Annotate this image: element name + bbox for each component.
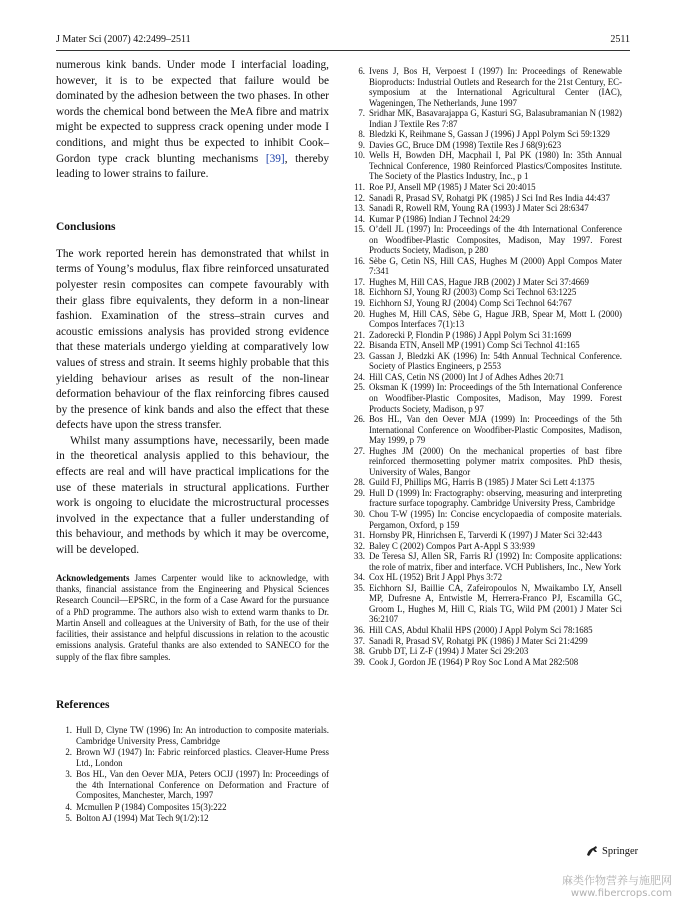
publisher-name: Springer [602, 845, 639, 857]
reference-item [349, 140, 622, 151]
watermark-url: www.fibercrops.com [570, 888, 672, 899]
reference-number: 28. [353, 477, 365, 488]
reference-number: 27. [353, 445, 365, 456]
reference-number: 37. [353, 635, 365, 646]
reference-item [349, 551, 622, 572]
reference-item [349, 309, 622, 330]
reference-item [349, 224, 622, 256]
reference-text: O’dell JL (1997) In: Proceedings of the 4th International Conference on Woodfiber-Plastic Composites, Madison, May 1997. Forest Products Society, Madison, p 280 [369, 224, 622, 256]
reference-item [349, 488, 622, 509]
reference-item [349, 330, 622, 341]
reference-item [349, 214, 622, 225]
reference-text: Hughes M, Hill CAS, Sèbe G, Hague JRB, Spear M, Mott L (2000) Compos Interfaces 7(1):13 [369, 308, 622, 330]
reference-text: Brown WJ (1947) In: Fabric reinforced plastics. Cleaver-Hume Press Ltd., London [76, 747, 329, 768]
reference-number: 2. [65, 747, 72, 758]
reference-text: Sanadi R, Prasad SV, Rohatgi PK (1986) J Mater Sci 21:4299 [369, 635, 588, 646]
reference-number: 38. [353, 646, 365, 657]
reference-number: 20. [353, 308, 365, 319]
conclusions-paragraph-2: Whilst many assumptions have, necessarily, been made in the theoretical analysis applied to this behaviour, the effects are real and will have practical implications for the use of these materials in structural applications. Further work is ongoing to elucidate the microstructural processes involved in the expectance that a fuller understanding of this behaviour, and methods by which it may be overcome, will be developed. [56, 434, 329, 557]
citation-link[interactable]: [39] [265, 152, 285, 165]
reference-text: Guild FJ, Phillips MG, Harris B (1985) J Mater Sci Lett 4:1375 [369, 477, 595, 488]
reference-text: Baley C (2002) Compos Part A-Appl S 33:939 [369, 540, 535, 551]
reference-item [349, 625, 622, 636]
reference-text: Cox HL (1952) Brit J Appl Phys 3:72 [369, 572, 503, 583]
reference-text: Ivens J, Bos H, Verpoest I (1997) In: Proceedings of Renewable Bioproducts: Industrial Outlets and Research for the 21st Century, EC-symposium at the International Agricultural Center (IAC), Wageningen, The Netherlands, June 1997 [369, 66, 622, 108]
reference-text: Bledzki K, Reihmane S, Gassan J (1996) J Appl Polym Sci 59:1329 [369, 129, 610, 140]
reference-item [56, 747, 329, 768]
reference-text: Bos HL, Van den Oever MJA (1999) In: Proceedings of the 5th International Conference on Woodfiber-Plastic Composites, Madison, May 1999, p 79 [369, 414, 622, 446]
reference-item [349, 150, 622, 182]
reference-text: Wells H, Bowden DH, Macphail I, Pal PK (1980) In: 35th Annual Technical Conference, 1980 Reinforced Plastics/Composites Institute. The Society of the Plastics Industry, Inc., p 1 [369, 150, 622, 182]
acknowledgements: Acknowledgements James Carpenter would like to acknowledge, with thanks, financial assistance from the Engineering and Physical Sciences Research Council—EPSRC, in the form of a Case Award for the pursuance of a PhD programme. The authors also wish to extend warm thanks to Dr. Martin Ansell and colleagues at the University of Bath, for the use of their facilities, their assistance and helpful discussions in relation to the acoustic emissions analysis. Grateful thanks are also extended to SANECO for the supply of the flax fibre samples. [56, 572, 329, 662]
reference-item [56, 769, 329, 801]
reference-item [349, 256, 622, 277]
right-column [349, 66, 622, 667]
reference-text: Eichhorn SJ, Young RJ (2003) Comp Sci Technol 63:1225 [369, 287, 577, 298]
conclusions-heading: Conclusions [56, 220, 116, 233]
left-column [56, 58, 329, 825]
reference-number: 3. [65, 769, 72, 780]
reference-number: 30. [353, 508, 365, 519]
reference-number: 22. [353, 340, 365, 351]
reference-number: 11. [354, 182, 365, 193]
reference-number: 7. [358, 108, 365, 119]
reference-item [349, 340, 622, 351]
reference-text: Oksman K (1999) In: Proceedings of the 5th International Conference on Woodfiber-Plastic Composites, Madison, May 1999. Forest Products Society, Madison, p 97 [369, 382, 622, 414]
reference-item [349, 287, 622, 298]
reference-text: Hill CAS, Cetin NS (2000) Int J of Adhes Adhes 20:71 [369, 371, 565, 382]
acknowledgements-label: Acknowledgements [56, 572, 130, 583]
reference-item [349, 193, 622, 204]
reference-item [56, 725, 329, 746]
reference-text: Hull D (1999) In: Fractography: observing, measuring and interpreting fracture surface topography. Cambridge University Press, Cambridge [369, 487, 622, 509]
reference-text: Hull D, Clyne TW (1996) In: An introduction to composite materials. Cambridge University Press, Cambridge [76, 725, 329, 746]
reference-item [349, 372, 622, 383]
reference-text: De Teresa SJ, Allen SR, Farris RJ (1992) In: Composite applications: the role of matrix, fiber and interface. VCH Publishers, Inc., New York [369, 551, 622, 572]
reference-item [349, 66, 622, 108]
reference-item [349, 530, 622, 541]
reference-text: Eichhorn SJ, Young RJ (2004) Comp Sci Technol 64:767 [369, 298, 572, 309]
reference-text: Chou T-W (1995) In: Concise encyclopaedia of composite materials. Pergamon, Oxford, p 159 [369, 508, 622, 530]
reference-text: Hornsby PR, Hinrichsen E, Tarverdi K (1997) J Mater Sci 32:443 [369, 530, 602, 541]
reference-list-left [56, 725, 329, 824]
reference-text: Sèbe G, Cetin NS, Hill CAS, Hughes M (2000) Appl Compos Mater 7:341 [369, 255, 622, 277]
page-number: 2511 [610, 34, 630, 45]
references-heading: References [56, 699, 110, 711]
reference-text: Grubb DT, Li Z-F (1994) J Mater Sci 29:203 [369, 646, 529, 657]
reference-item [349, 382, 622, 414]
reference-text: Hughes M, Hill CAS, Hague JRB (2002) J Mater Sci 37:4669 [369, 276, 589, 287]
conclusions-paragraph-1: The work reported herein has demonstrated that whilst in terms of Young’s modulus, flax fibre reinforced unsaturated polyester resin composites can compete favourably with their glass fibre equivalents, they deform in a non-linear fashion. Examination of the stress–strain curves and acoustic emissions analysis has provided strong evidence that these materials undergo yielding at comparatively low values of stress and strain. It seems highly probable that this yielding behaviour arises as result of the non-linear deformation behaviour of the flax reinforcing fibres caused by the presence of kink bands and also the effect that these defects have upon the stress transfer. [56, 247, 329, 432]
reference-text: Zadorecki P, Flondin P (1986) J Appl Polym Sci 31:1699 [369, 329, 572, 340]
reference-text: Sridhar MK, Basavarajappa G, Kasturi SG, Balasubramanian N (1982) Indian J Textile Res 7:87 [369, 108, 622, 129]
reference-item [349, 657, 622, 668]
reference-item [349, 182, 622, 193]
reference-text: Bisanda ETN, Ansell MP (1991) Comp Sci Technol 41:165 [369, 340, 580, 351]
reference-text: Sanadi R, Rowell RM, Young RA (1993) J Mater Sci 28:6347 [369, 203, 589, 214]
reference-number: 15. [353, 224, 365, 235]
reference-number: 32. [353, 540, 365, 551]
reference-number: 13. [353, 203, 365, 214]
reference-item [349, 414, 622, 446]
reference-number: 5. [65, 813, 72, 824]
reference-text: Sanadi R, Prasad SV, Rohatgi PK (1985) J Sci Ind Res India 44:437 [369, 192, 610, 203]
reference-number: 35. [353, 582, 365, 593]
reference-number: 34. [353, 572, 365, 583]
reference-text: Kumar P (1986) Indian J Technol 24:29 [369, 213, 510, 224]
reference-text: Bos HL, Van den Oever MJA, Peters OCJJ (1997) In: Proceedings of the 4th International Conference on Deformation and Fracture of Composites, Manchester, March, 1997 [76, 769, 329, 801]
reference-list-right [349, 66, 622, 667]
reference-number: 18. [353, 287, 365, 298]
reference-number: 23. [353, 350, 365, 361]
watermark-title: 麻类作物营养与施肥网 [562, 874, 672, 887]
reference-text: Mcmullen P (1984) Composites 15(3):222 [76, 801, 227, 812]
reference-text: Gassan J, Bledzki AK (1996) In: 54th Annual Technical Conference. Society of Plastics Engineers, p 2553 [369, 350, 622, 372]
reference-item [56, 813, 329, 824]
reference-number: 39. [353, 656, 365, 667]
reference-number: 4. [65, 801, 72, 812]
reference-item [349, 446, 622, 478]
reference-item [349, 277, 622, 288]
reference-number: 26. [353, 414, 365, 425]
reference-text: Davies GC, Bruce DM (1998) Textile Res J 68(9):623 [369, 139, 562, 150]
reference-number: 36. [353, 624, 365, 635]
reference-number: 25. [353, 382, 365, 393]
reference-text: Bolton AJ (1994) Mat Tech 9(1/2):12 [76, 813, 209, 824]
reference-number: 1. [65, 725, 72, 735]
reference-number: 16. [353, 255, 365, 266]
reference-item [349, 646, 622, 657]
header-rule [56, 50, 630, 51]
reference-item [349, 298, 622, 309]
reference-number: 19. [353, 298, 365, 309]
reference-number: 6. [358, 66, 365, 76]
reference-number: 17. [353, 276, 365, 287]
reference-number: 12. [353, 192, 365, 203]
reference-text: Roe PJ, Ansell MP (1985) J Mater Sci 20:4015 [369, 182, 536, 193]
reference-number: 33. [353, 551, 365, 562]
reference-item [349, 509, 622, 530]
springer-horse-icon [585, 845, 599, 857]
reference-item [349, 477, 622, 488]
reference-number: 10. [353, 150, 365, 161]
reference-number: 29. [353, 487, 365, 498]
reference-item [349, 583, 622, 625]
springer-logo [585, 845, 638, 857]
reference-number: 14. [353, 213, 365, 224]
intro-paragraph: numerous kink bands. Under mode I interfacial loading, however, it is to be expected that failure would be dominated by the adhesion between the two phases. In other words the chemical bond between the MeA fibre and matrix might be expected to suppress crack opening under mode I conditions, and might thus be expected to inhibit Cook–Gordon type crack blunting mechanisms [39], thereby leading to lower strains to failure. [56, 59, 329, 181]
reference-item [349, 541, 622, 552]
reference-item [349, 203, 622, 214]
reference-number: 21. [353, 329, 365, 340]
reference-text: Hill CAS, Abdul Khalil HPS (2000) J Appl Polym Sci 78:1685 [369, 624, 593, 635]
reference-item [349, 636, 622, 647]
reference-text: Hughes JM (2000) On the mechanical properties of bast fibre reinforced thermosetting polymer matrix composites. PhD thesis, University of Wales, Bangor [369, 445, 622, 477]
site-watermark [562, 872, 672, 899]
reference-text: Eichhorn SJ, Baillie CA, Zafeiropoulos N, Mwaikambo LY, Ansell MP, Dufresne A, Entwistle M, Herrera-Franco PJ, Escamilla GC, Groom L, Hughes M, Hill C, Rials TG, Wild PM (2001) J Mater Sci 36:2107 [369, 582, 622, 625]
reference-number: 8. [358, 129, 365, 140]
reference-item [349, 129, 622, 140]
reference-number: 31. [353, 530, 365, 541]
reference-item [56, 802, 329, 813]
reference-item [349, 572, 622, 583]
reference-text: Cook J, Gordon JE (1964) P Roy Soc Lond A Mat 282:508 [369, 656, 579, 667]
reference-number: 24. [353, 371, 365, 382]
reference-item [349, 108, 622, 129]
reference-number: 9. [358, 139, 365, 150]
running-header: J Mater Sci (2007) 42:2499–2511 [56, 34, 191, 45]
reference-item [349, 351, 622, 372]
